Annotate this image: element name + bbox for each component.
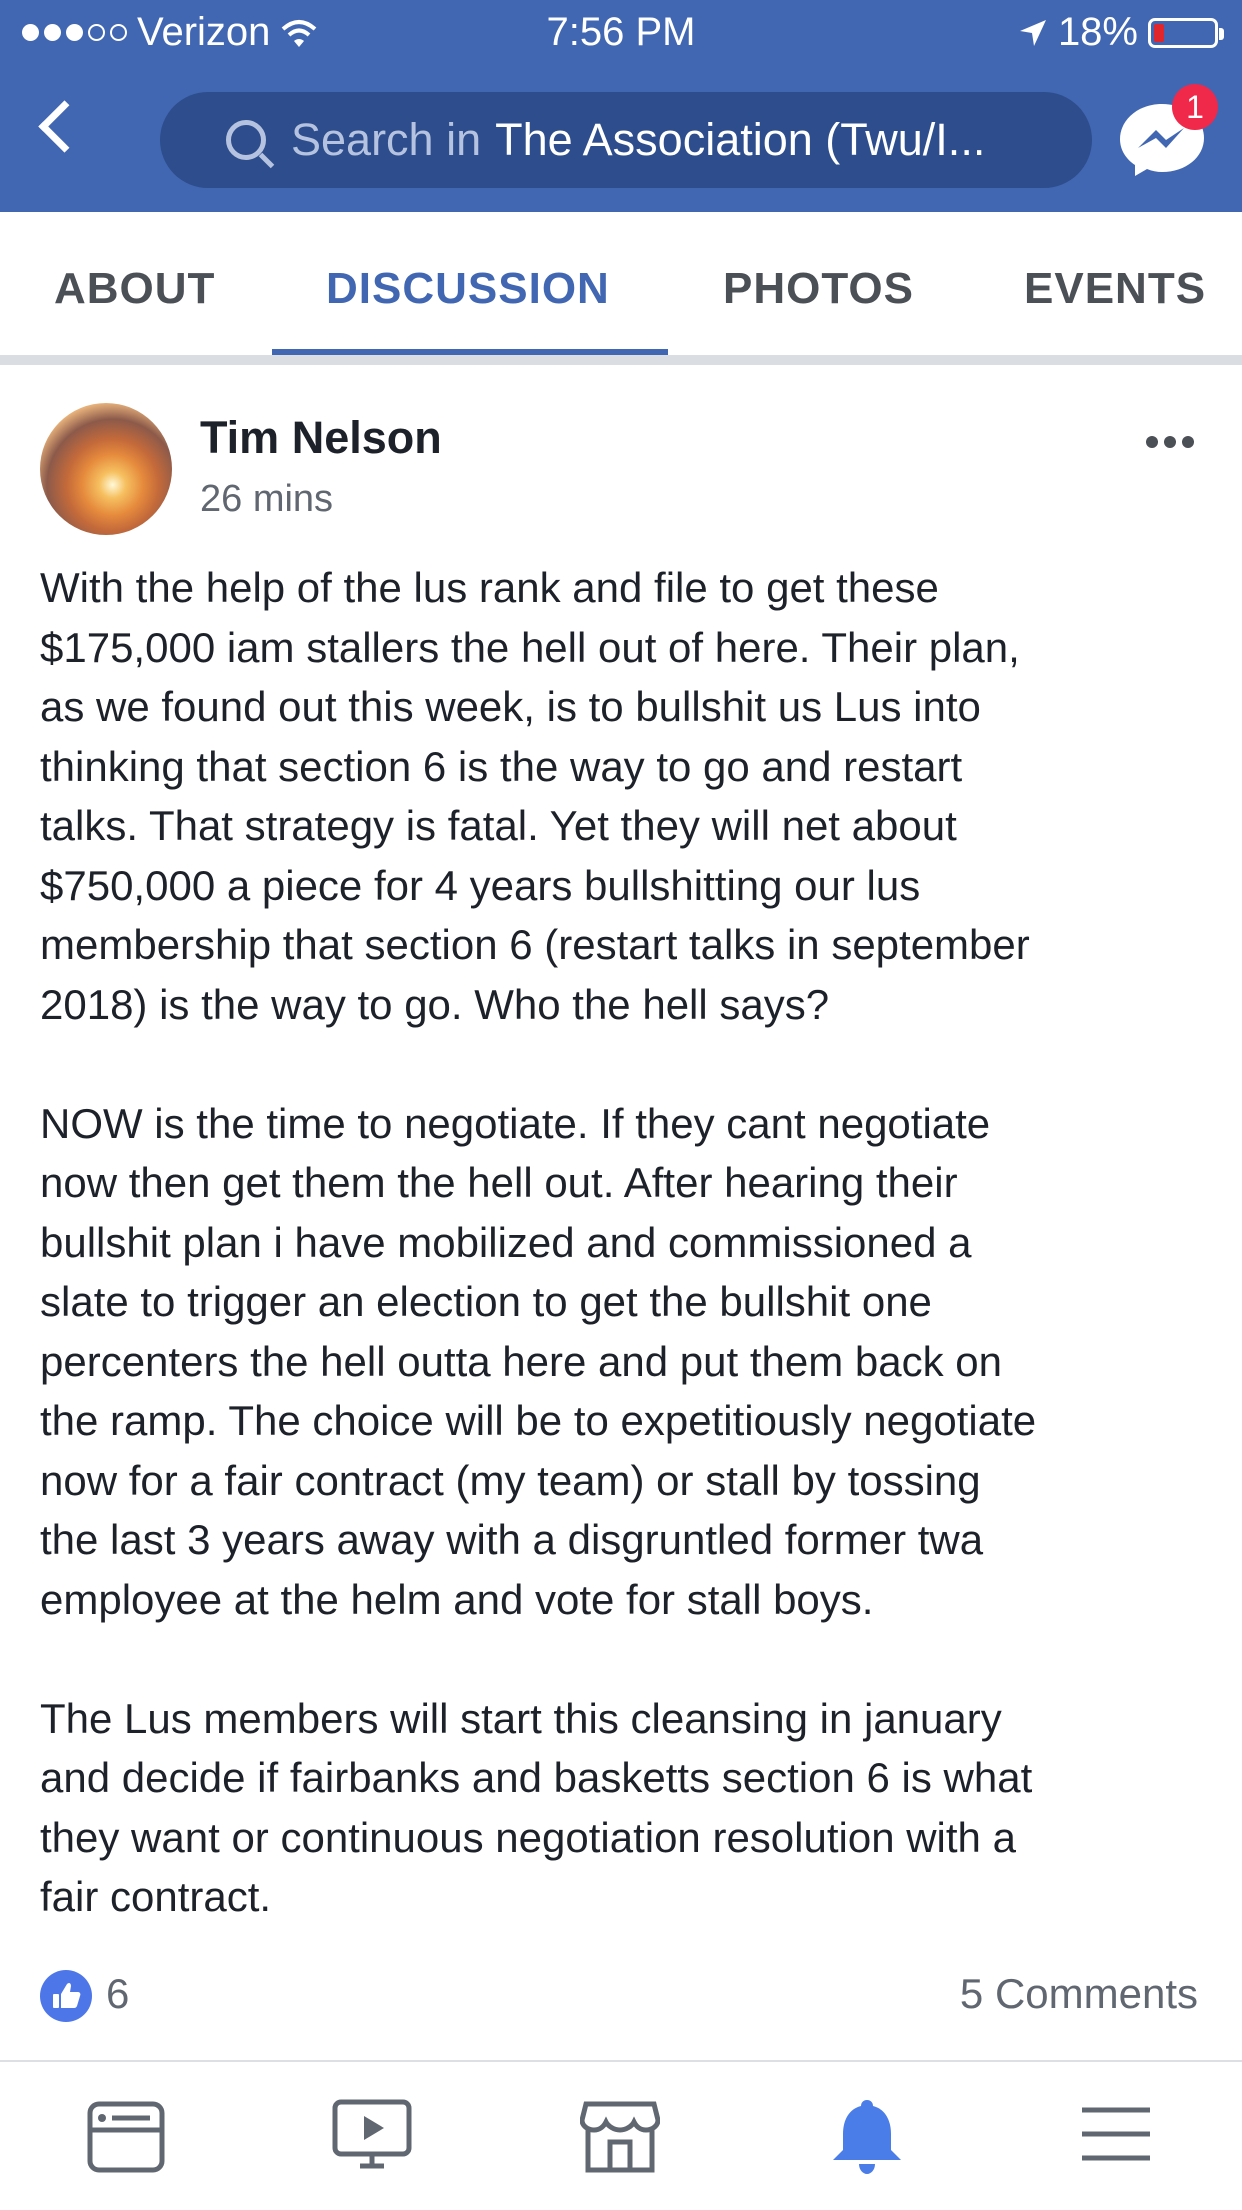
carrier-name: Verizon	[137, 10, 271, 54]
comments-count[interactable]: 5 Comments	[959, 1970, 1198, 2017]
tabs-divider	[0, 355, 1242, 365]
post-author[interactable]: Tim Nelson	[200, 412, 442, 463]
top-bar	[0, 0, 1242, 212]
status-time: 7:56 PM	[546, 10, 696, 54]
active-tab-indicator	[272, 349, 668, 355]
tab-photos[interactable]: PHOTOS	[723, 264, 915, 313]
marketplace-icon[interactable]	[580, 2096, 660, 2176]
notifications-icon[interactable]	[827, 2096, 907, 2176]
group-tabs	[0, 212, 1242, 360]
location-arrow-icon	[1018, 18, 1048, 48]
messenger-badge: 1	[1172, 84, 1218, 130]
like-count[interactable]: 6	[106, 1970, 130, 2017]
post-timestamp[interactable]: 26 mins	[200, 478, 334, 520]
group-search-field[interactable]	[160, 92, 1092, 188]
more-options-icon[interactable]	[1146, 436, 1194, 448]
search-icon	[226, 120, 266, 160]
status-bar	[0, 0, 1242, 68]
tab-discussion[interactable]: DISCUSSION	[326, 264, 610, 313]
post-body	[40, 558, 1210, 1986]
post-paragraph: NOW is the time to negotiate. If they cant negotiate now then get them the hell out. After hearing their bullshit plan i have mobilized and commissioned a slate to trigger an election to get the bullshit one percenters the hell outta here and put them back on the ramp. The choice will be to expetitiously negotiate now for a fair contract (my team) or stall by tossing the last 3 years away with a disgruntled former twa employee at the helm and vote for stall boys.	[40, 1099, 1037, 1623]
battery-icon	[1148, 18, 1218, 48]
watch-icon[interactable]	[332, 2096, 412, 2176]
search-group-name: The Association (Twu/I...	[495, 114, 986, 165]
tab-about[interactable]: ABOUT	[54, 264, 216, 313]
news-feed-icon[interactable]	[86, 2096, 166, 2176]
menu-icon[interactable]	[1076, 2096, 1156, 2176]
like-reaction-icon[interactable]	[40, 1970, 92, 2022]
author-avatar[interactable]	[40, 403, 172, 535]
post-paragraph: With the help of the lus rank and file to get these $175,000 iam stallers the hell out of here. Their plan, as we found out this week, is to bullshit us Lus into thinking that section 6 is the way to go and restart talks. That strategy is fatal. Yet they will net about $750,000 a piece for 4 years bullshitting our lus membership that section 6 (restart talks in september 2018) is the way to go. Who the hell says?	[40, 564, 1030, 1028]
tab-events[interactable]: EVENTS	[1024, 264, 1207, 313]
battery-percent: 18%	[1057, 10, 1138, 54]
post-paragraph: The Lus members will start this cleansing in january and decide if fairbanks and basketts section 6 is what they want or continuous negotiation resolution with a fair contract.	[40, 1694, 1033, 1920]
back-arrow-icon[interactable]	[38, 100, 90, 152]
search-placeholder: Search in	[291, 114, 482, 165]
